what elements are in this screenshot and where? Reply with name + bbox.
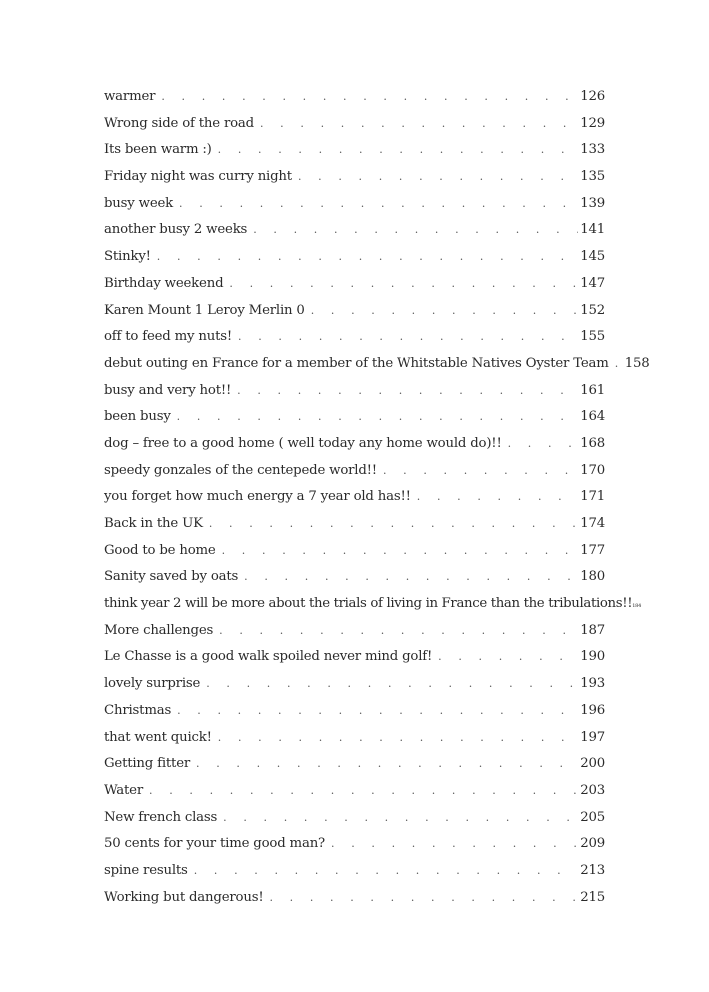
toc-entry-page: 152 <box>580 302 605 318</box>
toc-entry-page: 197 <box>580 729 605 745</box>
toc-entry[interactable] <box>104 84 605 111</box>
dot-leader <box>177 404 579 431</box>
toc-entry-title: that went quick! <box>104 729 212 745</box>
toc-entry-page: 177 <box>580 542 605 558</box>
toc-entry-page: 203 <box>580 782 605 798</box>
dot-leader <box>238 324 578 351</box>
toc-entry-page: 187 <box>580 622 605 638</box>
toc-entry-title: Working but dangerous! <box>104 889 264 905</box>
dot-leader <box>161 84 578 111</box>
dot-leader <box>149 778 578 805</box>
toc-entry[interactable] <box>104 564 605 591</box>
dot-leader <box>218 725 578 752</box>
table-of-contents <box>104 84 650 911</box>
toc-entry-title: New french class <box>104 809 218 825</box>
toc-entry-page: 193 <box>580 676 605 692</box>
dot-leader <box>206 671 578 698</box>
toc-entry-title: Its been warm :) <box>104 142 212 158</box>
dot-leader <box>311 298 579 325</box>
toc-entry[interactable] <box>104 858 605 885</box>
dot-leader <box>615 351 623 378</box>
toc-entry[interactable] <box>104 778 605 805</box>
dot-leader <box>222 538 579 565</box>
dot-leader <box>194 858 579 885</box>
toc-entry[interactable] <box>104 244 605 271</box>
dot-leader <box>177 698 578 725</box>
toc-entry-page: 155 <box>580 329 605 345</box>
toc-entry-title: Stinky! <box>104 249 151 265</box>
toc-entry-page: 161 <box>580 382 605 398</box>
dot-leader <box>179 191 578 218</box>
toc-entry-title: debut outing en France for a member of the Whitstable Natives Oyster Team <box>104 355 609 371</box>
toc-entry-title: another busy 2 weeks <box>104 222 248 238</box>
dot-leader <box>383 458 578 485</box>
toc-entry-title: Back in the UK <box>104 516 203 531</box>
toc-entry-title: busy week <box>104 195 174 211</box>
toc-entry-page: 180 <box>580 569 605 585</box>
toc-entry-page: 141 <box>580 222 605 238</box>
toc-entry-title: warmer <box>104 89 156 104</box>
toc-entry-title: think year 2 will be more about the trials of living in France than the tribulations!! <box>104 596 633 612</box>
toc-entry[interactable] <box>104 671 605 698</box>
dot-leader <box>229 271 578 298</box>
toc-entry[interactable] <box>104 191 605 218</box>
toc-entry[interactable] <box>104 111 605 138</box>
dot-leader <box>196 751 578 778</box>
dot-leader <box>417 484 578 511</box>
toc-entry[interactable] <box>104 805 605 832</box>
toc-entry-title: off to feed my nuts! <box>104 329 233 345</box>
toc-entry-page: 213 <box>580 862 605 878</box>
toc-entry-title: busy and very hot!! <box>104 382 232 398</box>
dot-leader <box>331 831 578 858</box>
toc-entry[interactable] <box>104 725 605 752</box>
toc-entry-page: 135 <box>580 169 605 185</box>
toc-entry-title: Christmas <box>104 702 172 718</box>
toc-entry-title: Friday night was curry night <box>104 169 292 185</box>
toc-entry[interactable] <box>104 538 605 565</box>
toc-entry-page: 129 <box>580 115 605 131</box>
toc-entry[interactable] <box>104 378 605 405</box>
toc-entry-page: 139 <box>580 195 605 211</box>
toc-entry-title: lovely surprise <box>104 676 201 692</box>
toc-entry-page: 174 <box>580 516 605 531</box>
dot-leader <box>244 564 578 591</box>
dot-leader <box>253 217 578 244</box>
toc-entry[interactable] <box>104 458 605 485</box>
dot-leader <box>508 431 579 458</box>
toc-entry-page: 145 <box>580 249 605 265</box>
toc-entry-title: Good to be home <box>104 542 216 558</box>
toc-entry-title: Water <box>104 782 144 798</box>
toc-entry[interactable] <box>104 591 642 618</box>
toc-entry-title: speedy gonzales of the centepede world!! <box>104 462 377 478</box>
toc-entry-page: 147 <box>580 275 605 291</box>
toc-entry[interactable] <box>104 751 605 778</box>
toc-entry-title: Karen Mount 1 Leroy Merlin 0 <box>104 302 305 318</box>
toc-entry[interactable] <box>104 271 605 298</box>
dot-leader <box>269 885 578 912</box>
toc-entry-title: spine results <box>104 862 188 878</box>
toc-entry-title: dog – free to a good home ( well today any home would do)!! <box>104 435 502 451</box>
toc-entry-title: been busy <box>104 409 171 425</box>
toc-entry-title: More challenges <box>104 622 214 638</box>
toc-entry-page: 209 <box>580 836 605 852</box>
toc-entry-title: 50 cents for your time good man? <box>104 836 325 852</box>
toc-entry[interactable] <box>104 885 605 912</box>
toc-entry-page: 126 <box>580 89 605 104</box>
toc-entry-title: Wrong side of the road <box>104 115 254 131</box>
dot-leader <box>438 644 578 671</box>
toc-entry[interactable] <box>104 137 605 164</box>
toc-entry-title: Birthday weekend <box>104 275 224 291</box>
dot-leader <box>298 164 578 191</box>
toc-entry[interactable] <box>104 698 605 725</box>
toc-entry-title: Sanity saved by oats <box>104 569 239 585</box>
toc-entry[interactable] <box>104 831 605 858</box>
toc-entry[interactable] <box>104 484 605 511</box>
toc-entry-page: 184 <box>632 603 642 610</box>
toc-entry-page: 200 <box>580 756 605 772</box>
toc-entry-page: 164 <box>580 409 605 425</box>
toc-entry[interactable] <box>104 431 605 458</box>
toc-entry-page: 190 <box>580 649 605 665</box>
toc-entry-page: 205 <box>580 809 605 825</box>
toc-entry[interactable] <box>104 618 605 645</box>
toc-entry[interactable] <box>104 644 605 671</box>
dot-leader <box>218 137 579 164</box>
toc-entry[interactable] <box>104 511 605 538</box>
toc-entry-title: you forget how much energy a 7 year old has!! <box>104 489 411 505</box>
toc-entry-title: Le Chasse is a good walk spoiled never mind golf! <box>104 649 433 665</box>
toc-entry-page: 168 <box>580 435 605 451</box>
dot-leader <box>223 805 578 832</box>
dot-leader <box>237 378 578 405</box>
dot-leader <box>157 244 578 271</box>
toc-entry-title: Getting fitter <box>104 756 191 772</box>
toc-entry-page: 215 <box>580 889 605 905</box>
toc-entry[interactable] <box>104 298 605 325</box>
toc-entry[interactable] <box>104 324 605 351</box>
toc-entry[interactable] <box>104 404 605 431</box>
toc-entry-page: 133 <box>580 142 605 158</box>
toc-entry-page: 158 <box>624 355 650 371</box>
toc-entry[interactable] <box>104 164 605 191</box>
dot-leader <box>209 511 578 538</box>
toc-entry-page: 196 <box>580 702 605 718</box>
toc-entry-page: 170 <box>580 462 605 478</box>
toc-entry[interactable] <box>104 351 650 378</box>
dot-leader <box>260 111 578 138</box>
dot-leader <box>219 618 578 645</box>
toc-entry[interactable] <box>104 217 605 244</box>
toc-entry-page: 171 <box>580 489 605 505</box>
